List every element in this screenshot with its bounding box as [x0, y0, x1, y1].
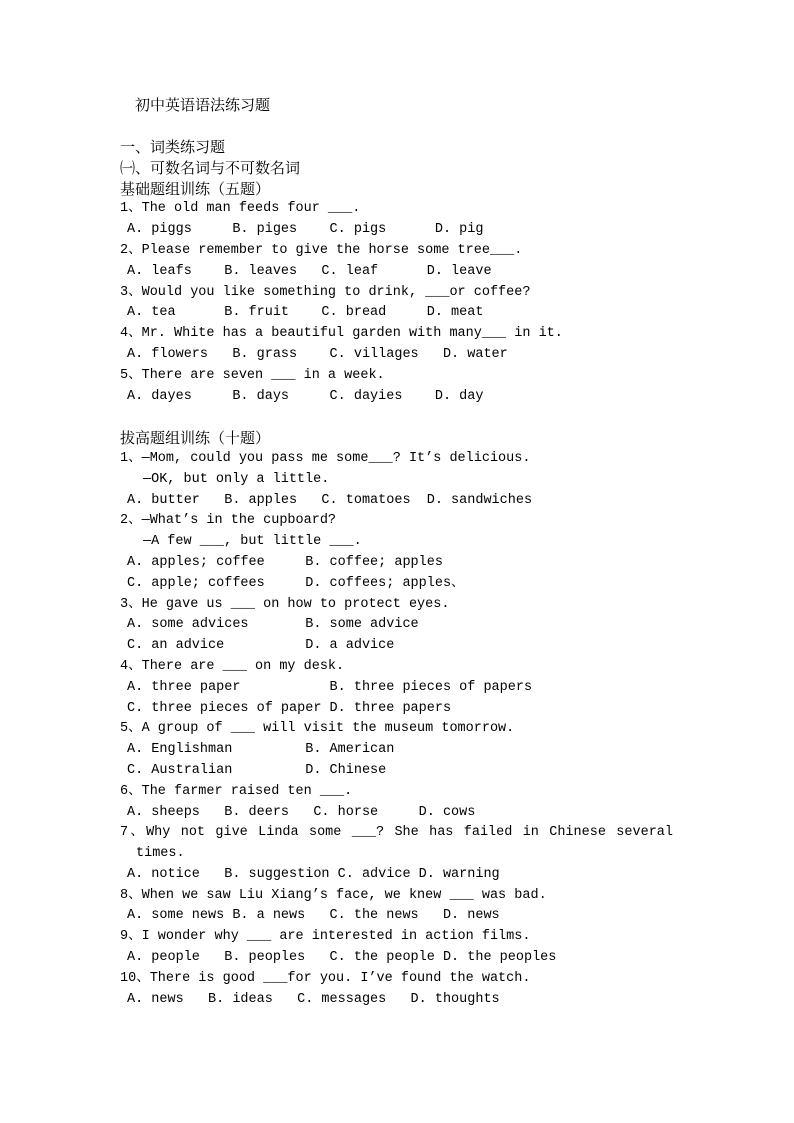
advanced-question	[120, 595, 680, 657]
question-text: 3、Would you like something to drink, ___or coffee?	[120, 284, 531, 300]
basic-question	[120, 366, 680, 408]
basic-question	[120, 324, 680, 366]
question-text-continued: times.	[136, 846, 185, 862]
question-options: C. three pieces of paper D. three papers	[127, 700, 452, 716]
question-text: 7、Why not give Linda some ___? She has failed in Chinese several	[120, 825, 673, 841]
advanced-group-heading: 拔高题组训练（十题）	[120, 429, 271, 448]
question-options: C. Australian D. Chinese	[127, 762, 387, 778]
exercise-content	[120, 137, 680, 1010]
question-options: A. apples; coffee B. coffee; apples	[127, 554, 443, 570]
question-options: A. Englishman B. American	[127, 742, 395, 758]
question-text: 5、A group of ___ will visit the museum tomorrow.	[120, 721, 515, 737]
question-options: A. some advices B. some advice	[127, 617, 419, 633]
question-options: A. piggs B. piges C. pigs D. pig	[127, 222, 484, 238]
question-text: 2、Please remember to give the horse some tree___.	[120, 242, 523, 258]
question-text: 8、When we saw Liu Xiang’s face, we knew ___ was bad.	[120, 887, 547, 903]
question-options: A. notice B. suggestion C. advice D. warning	[127, 866, 500, 882]
advanced-question	[120, 511, 680, 594]
question-options: A. dayes B. days C. dayies D. day	[127, 388, 484, 404]
advanced-question	[120, 927, 680, 969]
question-text: 2、—What’s in the cupboard?	[120, 513, 337, 529]
question-text: 1、—Mom, could you pass me some___? It’s delicious.	[120, 450, 531, 466]
section-heading: 一、词类练习题	[120, 138, 226, 156]
basic-question	[120, 199, 680, 241]
basic-question	[120, 283, 680, 325]
question-options: A. butter B. apples C. tomatoes D. sandwiches	[127, 492, 533, 508]
question-options: C. an advice D. a advice	[127, 638, 395, 654]
question-text: 10、There is good ___for you. I’ve found the watch.	[120, 970, 531, 986]
advanced-question	[120, 886, 680, 928]
question-text: 1、The old man feeds four ___.	[120, 201, 361, 217]
question-text: 4、Mr. White has a beautiful garden with many___ in it.	[120, 326, 563, 342]
question-text: 9、I wonder why ___ are interested in action films.	[120, 929, 531, 945]
question-options: A. leafs B. leaves C. leaf D. leave	[127, 263, 492, 279]
question-options: A. tea B. fruit C. bread D. meat	[127, 305, 484, 321]
question-options: A. three paper B. three pieces of papers	[127, 679, 533, 695]
basic-question	[120, 241, 680, 283]
advanced-question	[120, 823, 680, 885]
question-options: A. some news B. a news C. the news D. news	[127, 908, 500, 924]
question-options: A. news B. ideas C. messages D. thoughts	[127, 991, 500, 1007]
advanced-question	[120, 969, 680, 1011]
dialogue-reply: —OK, but only a little.	[143, 471, 330, 487]
question-text: 4、There are ___ on my desk.	[120, 658, 345, 674]
basic-group-heading: 基础题组训练（五题）	[120, 179, 271, 198]
question-options: C. apple; coffees D. coffees; apples、	[127, 575, 465, 591]
advanced-question	[120, 782, 680, 824]
question-options: A. people B. peoples C. the people D. the peoples	[127, 950, 557, 966]
spacer	[120, 407, 680, 428]
advanced-question	[120, 657, 680, 719]
question-text: 5、There are seven ___ in a week.	[120, 367, 385, 383]
question-text: 3、He gave us ___ on how to protect eyes.	[120, 596, 450, 612]
question-options: A. flowers B. grass C. villages D. water	[127, 346, 508, 362]
question-options: A. sheeps B. deers C. horse D. cows	[127, 804, 476, 820]
document-title: 初中英语语法练习题	[135, 96, 271, 114]
advanced-question	[120, 449, 680, 511]
subsection-heading: ㈠、可数名词与不可数名词	[120, 158, 301, 177]
advanced-question	[120, 719, 680, 781]
question-text: 6、The farmer raised ten ___.	[120, 783, 353, 799]
dialogue-reply: —A few ___, but little ___.	[143, 534, 362, 550]
